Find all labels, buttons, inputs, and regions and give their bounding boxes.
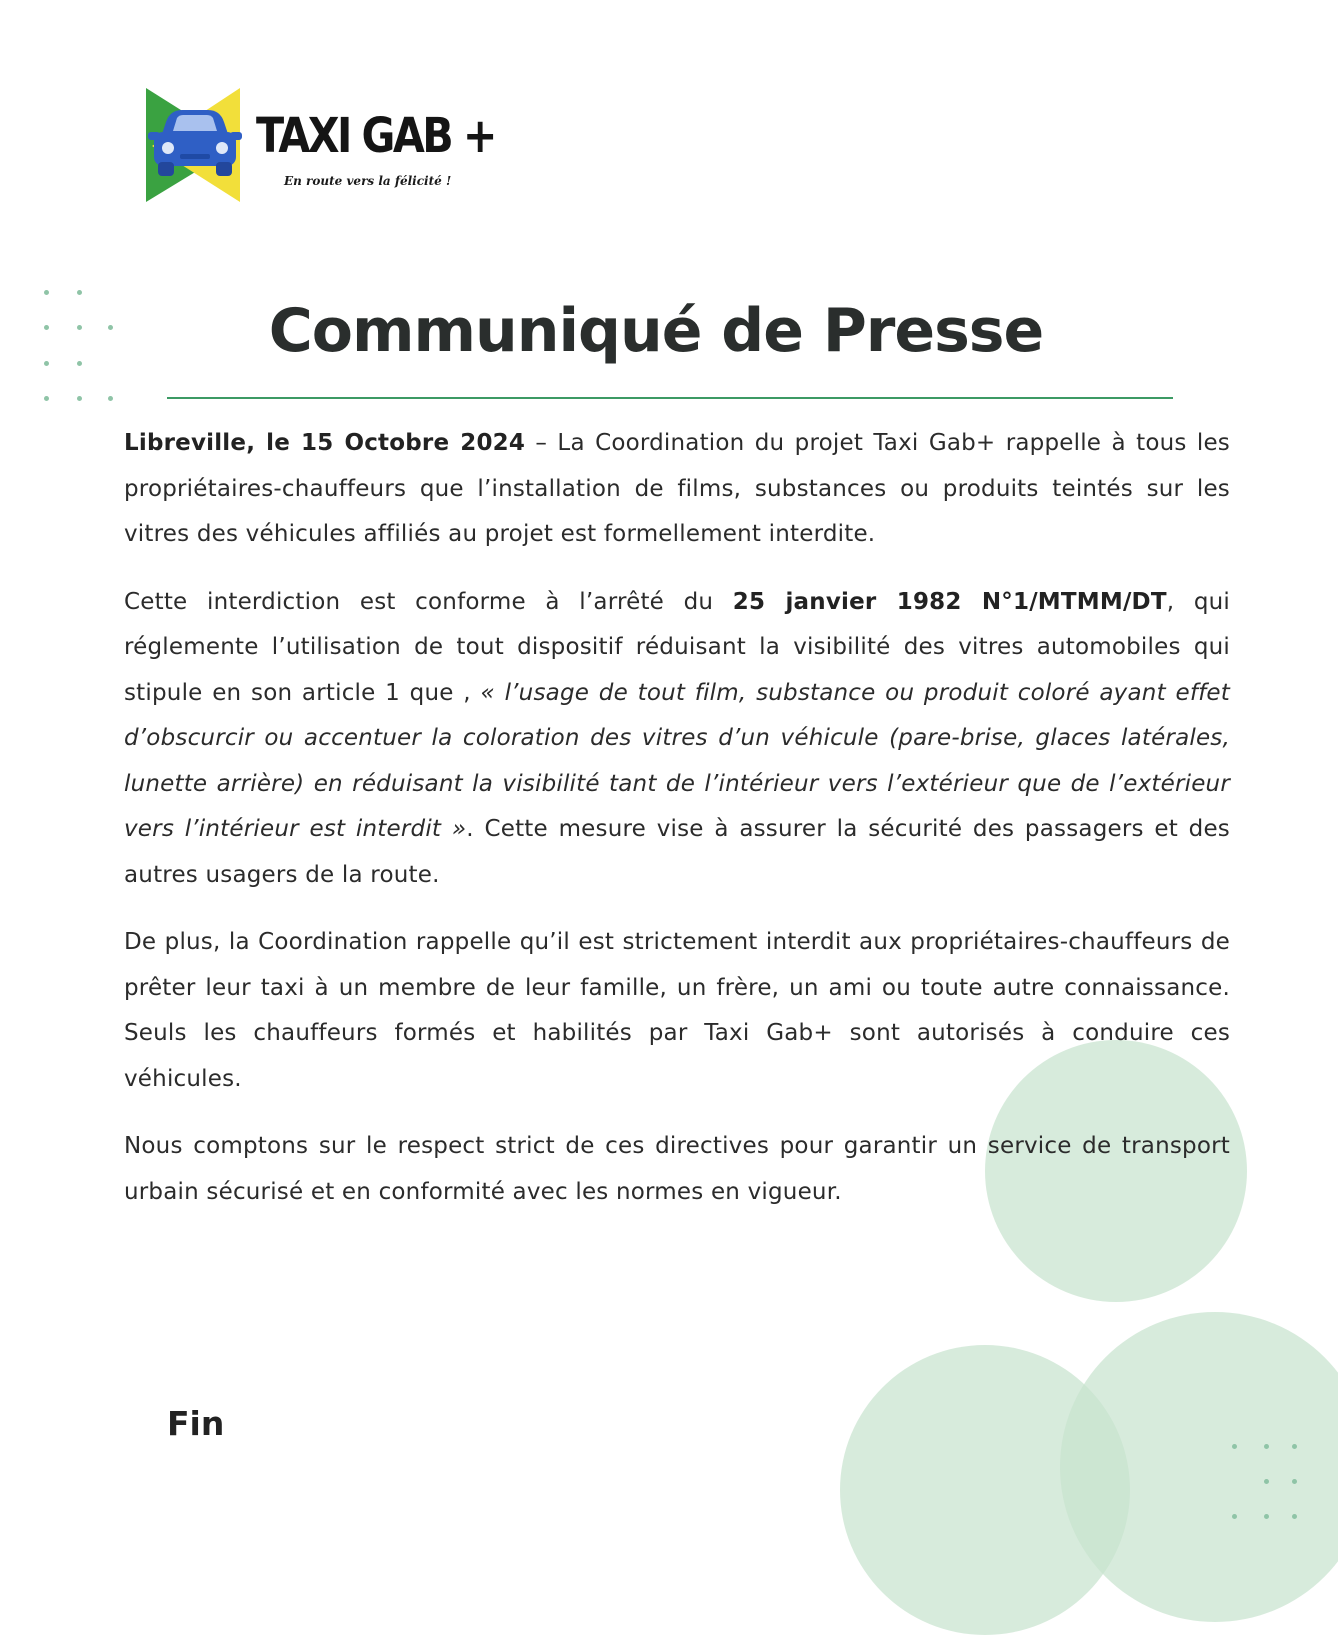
- end-marker: Fin: [167, 1404, 225, 1443]
- brand-tagline: En route vers la félicité !: [284, 174, 452, 188]
- taxi-car-logo-icon: [140, 82, 250, 206]
- paragraph-lending: De plus, la Coordination rappelle qu’il est strictement interdit aux propriétaires-chauffeurs de prêter leur taxi à un membre de leur famille, un frère, un ami ou toute autre connaissance. Seuls les chauffeurs formés et habilités par Taxi Gab+ sont autorisés à conduire ces véhicules.: [124, 929, 1230, 1092]
- page-title: Communiqué de Presse: [268, 296, 1044, 366]
- regulation-text-before: Cette interdiction est conforme à l’arrêté du: [124, 588, 733, 615]
- title-divider: [167, 397, 1173, 399]
- brand-name: TAXI GAB +: [256, 108, 495, 164]
- paragraph-intro: [124, 421, 1230, 558]
- decree-reference: 25 janvier 1982 N°1/MTMM/DT: [732, 588, 1167, 615]
- paragraph-closing: Nous comptons sur le respect strict de ces directives pour garantir un service de transport urbain sécurisé et en conformité avec les normes en vigueur.: [124, 1133, 1230, 1205]
- paragraph-intro-text: – La Coordination du projet Taxi Gab+ rappelle à tous les propriétaires-chauffeurs que l’installation de films, substances ou produits teintés sur les vitres des véhicules affiliés au projet est formellement interdite.: [124, 430, 1230, 547]
- press-release-body: [124, 421, 1230, 1237]
- regulation-text-middle: , qui réglemente l’utilisation de tout dispositif réduisant la visibilité des vitres automobiles qui stipule en son article 1 que ,: [124, 588, 1230, 706]
- decree-quote: « l’usage de tout film, substance ou produit coloré ayant effet d’obscurcir ou accentuer la coloration des vitres d’un véhicule (pare-brise, glaces latérales, lunette arrière) en réduisant la visibilité tant de l’intérieur vers l’extérieur que de l’extérieur vers l’intérieur est interdit »: [124, 679, 1230, 842]
- dateline: Libreville, le 15 Octobre 2024: [124, 430, 526, 456]
- regulation-text-after: . Cette mesure vise à assurer la sécurité des passagers et des autres usagers de la route.: [124, 816, 1230, 888]
- paragraph-regulation: [124, 580, 1230, 899]
- brand-logo: [140, 82, 540, 212]
